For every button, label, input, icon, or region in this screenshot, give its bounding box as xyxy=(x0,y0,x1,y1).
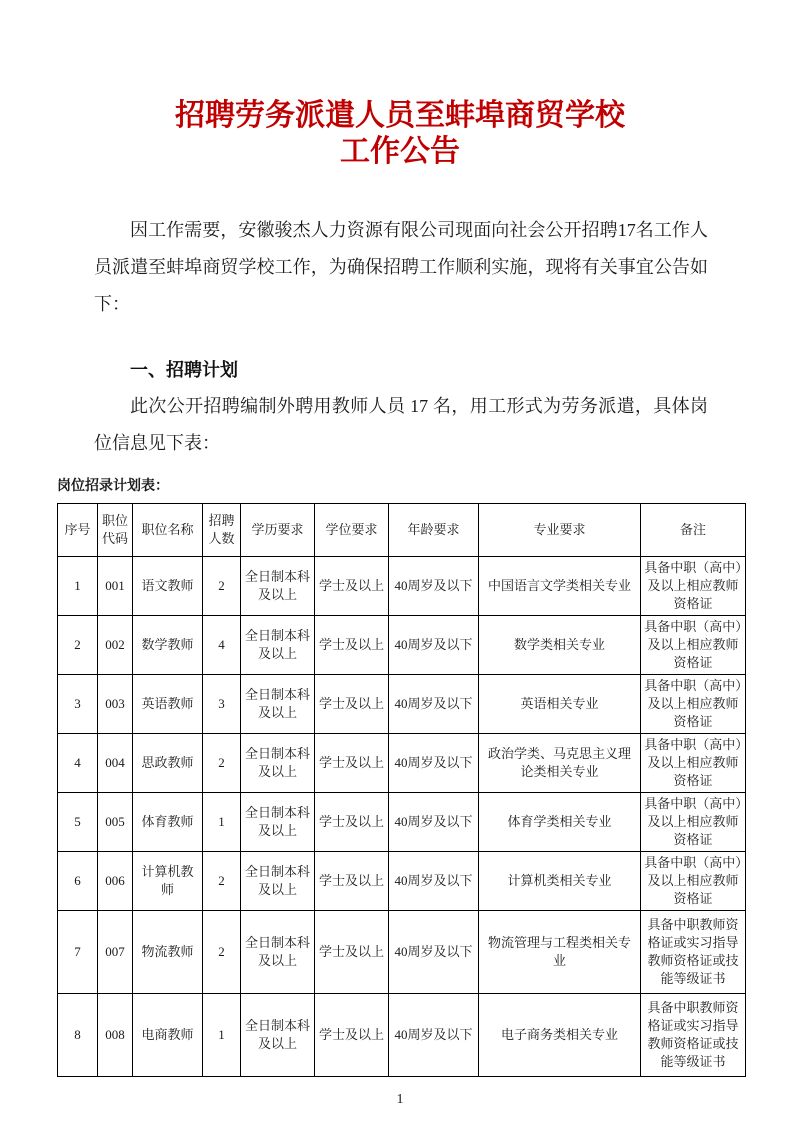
cell-count: 3 xyxy=(203,675,241,734)
section1-heading: 一、招聘计划 xyxy=(130,360,238,380)
column-header: 招聘人数 xyxy=(203,504,241,557)
cell-name: 语文教师 xyxy=(133,557,203,616)
column-header: 序号 xyxy=(58,504,98,557)
cell-major: 物流管理与工程类相关专业 xyxy=(479,911,641,994)
cell-age: 40周岁及以下 xyxy=(389,616,479,675)
cell-major: 电子商务类相关专业 xyxy=(479,994,641,1077)
cell-count: 1 xyxy=(203,994,241,1077)
cell-no: 4 xyxy=(58,734,98,793)
table-row xyxy=(58,852,746,911)
table-row xyxy=(58,793,746,852)
column-header: 职位代码 xyxy=(98,504,133,557)
cell-edu: 全日制本科及以上 xyxy=(241,616,315,675)
cell-note: 具备中职教师资格证或实习指导教师资格证或技能等级证书 xyxy=(641,994,746,1077)
cell-count: 2 xyxy=(203,557,241,616)
cell-age: 40周岁及以下 xyxy=(389,911,479,994)
cell-major: 中国语言文学类相关专业 xyxy=(479,557,641,616)
cell-name: 英语教师 xyxy=(133,675,203,734)
cell-count: 2 xyxy=(203,852,241,911)
cell-age: 40周岁及以下 xyxy=(389,675,479,734)
cell-name: 数学教师 xyxy=(133,616,203,675)
table-row xyxy=(58,734,746,793)
cell-degree: 学士及以上 xyxy=(315,734,389,793)
cell-code: 002 xyxy=(98,616,133,675)
cell-edu: 全日制本科及以上 xyxy=(241,994,315,1077)
cell-edu: 全日制本科及以上 xyxy=(241,557,315,616)
column-header: 职位名称 xyxy=(133,504,203,557)
cell-note: 具备中职（高中）及以上相应教师资格证 xyxy=(641,557,746,616)
page-number: 1 xyxy=(396,1092,404,1107)
column-header: 年龄要求 xyxy=(389,504,479,557)
cell-degree: 学士及以上 xyxy=(315,793,389,852)
cell-no: 8 xyxy=(58,994,98,1077)
cell-age: 40周岁及以下 xyxy=(389,557,479,616)
cell-name: 体育教师 xyxy=(133,793,203,852)
cell-age: 40周岁及以下 xyxy=(389,852,479,911)
cell-count: 4 xyxy=(203,616,241,675)
cell-no: 3 xyxy=(58,675,98,734)
document-title-line2: 工作公告 xyxy=(340,135,460,168)
cell-degree: 学士及以上 xyxy=(315,994,389,1077)
table-header-row xyxy=(58,504,746,557)
table-row xyxy=(58,616,746,675)
cell-count: 1 xyxy=(203,793,241,852)
cell-age: 40周岁及以下 xyxy=(389,734,479,793)
cell-code: 005 xyxy=(98,793,133,852)
cell-code: 007 xyxy=(98,911,133,994)
cell-note: 具备中职（高中）及以上相应教师资格证 xyxy=(641,616,746,675)
document-title xyxy=(0,98,800,170)
table-body xyxy=(58,557,746,1077)
cell-code: 001 xyxy=(98,557,133,616)
cell-major: 英语相关专业 xyxy=(479,675,641,734)
cell-name: 电商教师 xyxy=(133,994,203,1077)
column-header: 学历要求 xyxy=(241,504,315,557)
cell-name: 物流教师 xyxy=(133,911,203,994)
cell-no: 2 xyxy=(58,616,98,675)
cell-degree: 学士及以上 xyxy=(315,911,389,994)
cell-edu: 全日制本科及以上 xyxy=(241,852,315,911)
cell-age: 40周岁及以下 xyxy=(389,793,479,852)
cell-edu: 全日制本科及以上 xyxy=(241,734,315,793)
table-label: 岗位招录计划表： xyxy=(57,479,169,494)
cell-degree: 学士及以上 xyxy=(315,675,389,734)
cell-degree: 学士及以上 xyxy=(315,852,389,911)
column-header: 备注 xyxy=(641,504,746,557)
cell-note: 具备中职（高中）及以上相应教师资格证 xyxy=(641,793,746,852)
cell-code: 004 xyxy=(98,734,133,793)
column-header: 学位要求 xyxy=(315,504,389,557)
cell-note: 具备中职（高中）及以上相应教师资格证 xyxy=(641,675,746,734)
cell-no: 5 xyxy=(58,793,98,852)
cell-name: 计算机教师 xyxy=(133,852,203,911)
cell-name: 思政教师 xyxy=(133,734,203,793)
cell-edu: 全日制本科及以上 xyxy=(241,793,315,852)
intro-paragraph: 因工作需要，安徽骏杰人力资源有限公司现面向社会公开招聘17名工作人员派遣至蚌埠商贸学校工作，为确保招聘工作顺利实施，现将有关事宜公告如下： xyxy=(94,220,708,314)
table-row xyxy=(58,557,746,616)
cell-note: 具备中职（高中）及以上相应教师资格证 xyxy=(641,734,746,793)
column-header: 专业要求 xyxy=(479,504,641,557)
cell-major: 数学类相关专业 xyxy=(479,616,641,675)
cell-major: 计算机类相关专业 xyxy=(479,852,641,911)
cell-edu: 全日制本科及以上 xyxy=(241,911,315,994)
cell-degree: 学士及以上 xyxy=(315,557,389,616)
cell-edu: 全日制本科及以上 xyxy=(241,675,315,734)
cell-no: 6 xyxy=(58,852,98,911)
cell-note: 具备中职（高中）及以上相应教师资格证 xyxy=(641,852,746,911)
table-row xyxy=(58,994,746,1077)
cell-count: 2 xyxy=(203,911,241,994)
table-row xyxy=(58,675,746,734)
table-row xyxy=(58,911,746,994)
cell-degree: 学士及以上 xyxy=(315,616,389,675)
cell-age: 40周岁及以下 xyxy=(389,994,479,1077)
cell-no: 1 xyxy=(58,557,98,616)
document-title-line1: 招聘劳务派遣人员至蚌埠商贸学校 xyxy=(175,99,625,132)
cell-code: 008 xyxy=(98,994,133,1077)
cell-major: 体育学类相关专业 xyxy=(479,793,641,852)
cell-count: 2 xyxy=(203,734,241,793)
cell-note: 具备中职教师资格证或实习指导教师资格证或技能等级证书 xyxy=(641,911,746,994)
section1-body: 此次公开招聘编制外聘用教师人员 17 名，用工形式为劳务派遣，具体岗位信息见下表： xyxy=(94,396,708,453)
cell-code: 003 xyxy=(98,675,133,734)
cell-no: 7 xyxy=(58,911,98,994)
cell-code: 006 xyxy=(98,852,133,911)
recruitment-plan-table xyxy=(57,503,746,1077)
cell-major: 政治学类、马克思主义理论类相关专业 xyxy=(479,734,641,793)
